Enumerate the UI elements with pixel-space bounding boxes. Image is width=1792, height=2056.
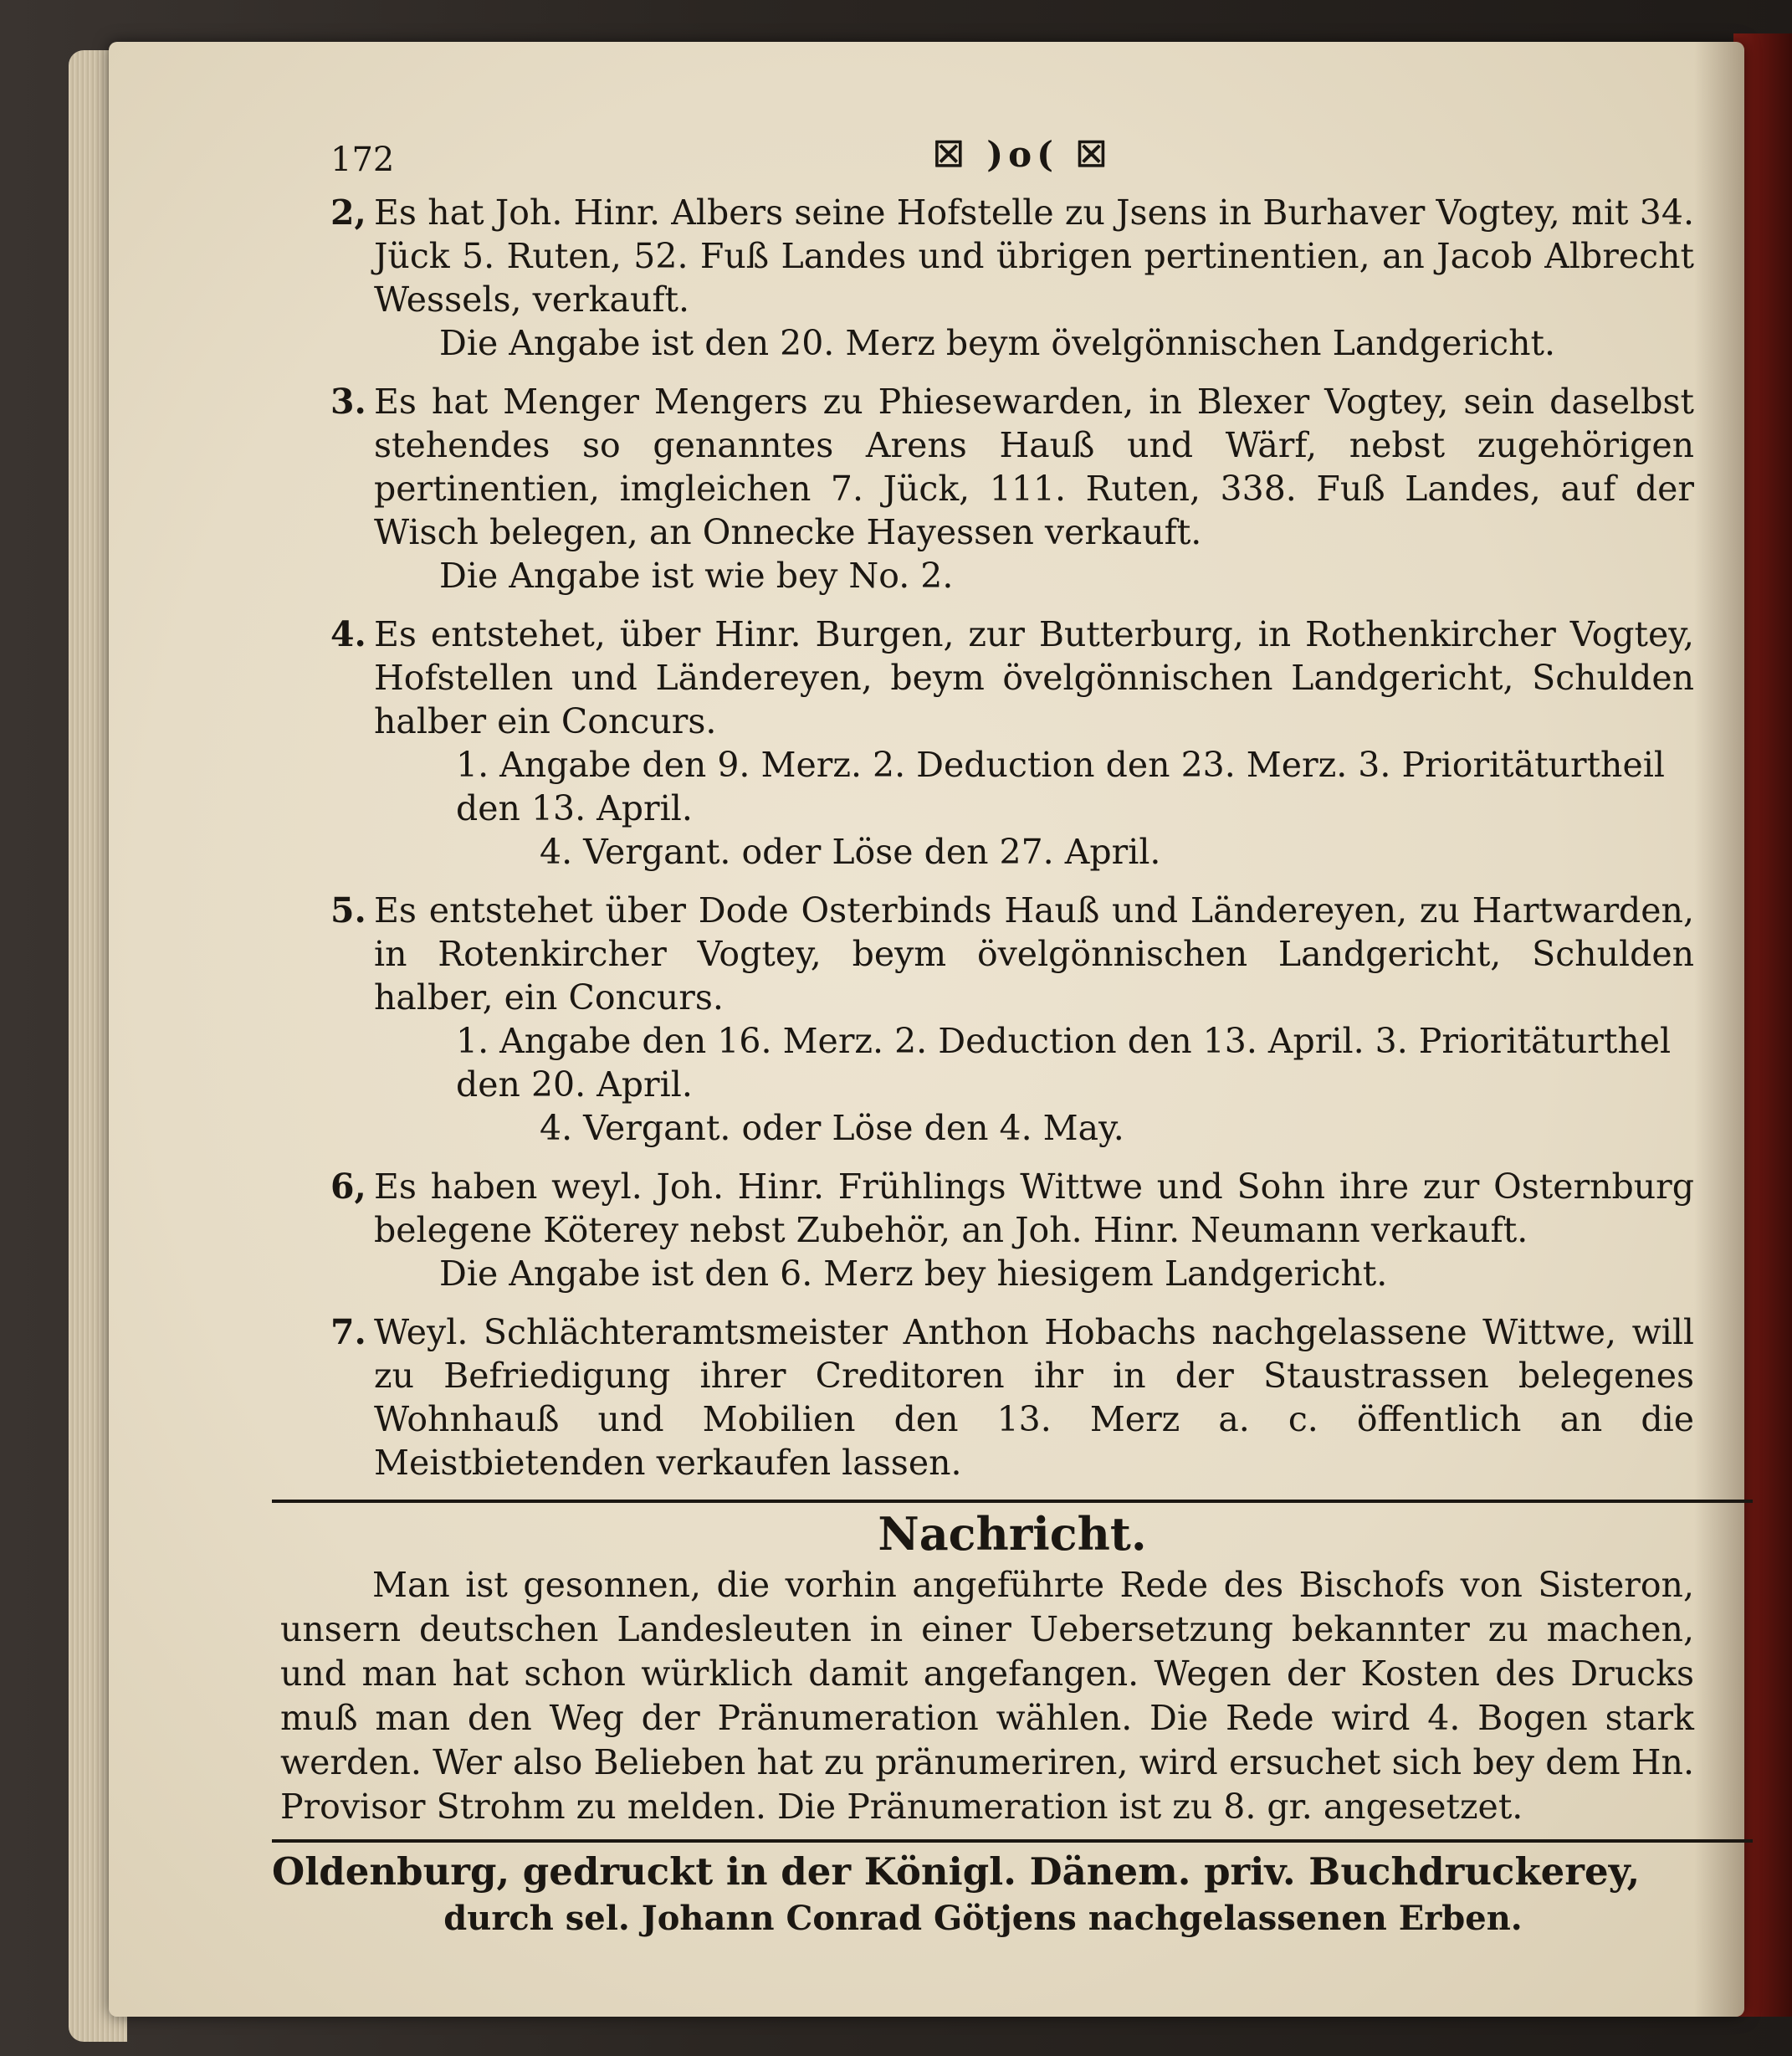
entry-note: Die Angabe ist wie bey No. 2. [439,556,954,596]
nachricht-body: Man ist gesonnen, die vorhin angeführte Rede des Bischofs von Sisteron, unsern deutschen Landesleuten in einer Uebersetzung bekannter zu machen, und man hat schon würklich damit angefangen. Wegen der Kosten des Drucks muß man den Weg der Pränumeration wählen. Die Rede wird 4. Bogen stark werden. Wer also Belieben hat zu pränumeriren, wird ersuchet sich bey dem Hn. Provisor Strohm zu melden. Die Pränumeration ist zu 8. gr. angesetzet. [280,1565,1694,1827]
entry-schedule: 4. Vergant. oder Löse den 4. May. [540,1108,1124,1148]
page-content [272,134,1694,1941]
entry-schedule: 1. Angabe den 9. Merz. 2. Deduction den 23. Merz. 3. Prioritäturtheil den 13. April. [456,745,1665,828]
page-number: 172 [330,141,395,179]
entry-number: 5. [330,890,366,931]
page-gutter-shadow [1694,42,1744,2017]
entry-note: Die Angabe ist den 20. Merz beym övelgönnischen Landgericht. [439,323,1556,363]
entry-text: Es hat Joh. Hinr. Albers seine Hofstelle zu Jsens in Burhaver Vogtey, mit 34. Jück 5. Ruten, 52. Fuß Landes und übrigen pertinentien, an Jacob Albrecht Wessels, verkauft. [374,192,1694,320]
entry-note: Die Angabe ist den 6. Merz bey hiesigem Landgericht. [439,1254,1388,1294]
entry-5 [330,889,1694,1150]
entry-7 [330,1310,1694,1484]
entry-schedule: 4. Vergant. oder Löse den 27. April. [540,832,1161,872]
entry-text: Es hat Menger Mengers zu Phiesewarden, in Blexer Vogtey, sein daselbst stehendes so genanntes Arens Hauß und Wärf, nebst zugehörigen pertinentien, imgleichen 7. Jück, 111. Ruten, 338. Fuß Landes, auf der Wisch belegen, an Onnecke Hayessen verkauft. [374,382,1694,552]
entry-2 [330,191,1694,365]
entry-text: Es entstehet über Dode Osterbinds Hauß und Ländereyen, zu Hartwarden, in Rotenkircher Vogtey, beym övelgönnischen Landgericht, Schulden halber, ein Concurs. [374,890,1694,1018]
entry-number: 7. [330,1312,366,1352]
entry-text: Es entstehet, über Hinr. Burgen, zur Butterburg, in Rothenkircher Vogtey, Hofstellen und Ländereyen, beym övelgönnischen Landgericht, Schulden halber ein Concurs. [374,614,1694,741]
entry-text: Weyl. Schlächteramtsmeister Anthon Hobachs nachgelassene Wittwe, will zu Befriedigung ihrer Creditoren ihr in der Staustrassen belegenes Wohnhauß und Mobilien den 13. Merz a. c. öffentlich an die Meistbietenden verkaufen lassen. [374,1312,1694,1483]
nachricht-heading: Nachricht. [878,1507,1147,1561]
entry-3 [330,380,1694,597]
imprint-line: Oldenburg, gedruckt in der Königl. Dänem. priv. Buchdruckerey, [272,1849,1641,1894]
section-divider [272,1500,1753,1503]
entry-6 [330,1165,1694,1295]
entry-4 [330,613,1694,874]
entry-number: 4. [330,614,366,654]
entry-number: 3. [330,382,366,422]
entry-number: 6, [330,1166,366,1207]
imprint-line: durch sel. Johann Conrad Götjens nachgelassenen Erben. [443,1899,1523,1938]
entry-schedule: 1. Angabe den 16. Merz. 2. Deduction den 13. April. 3. Prioritäturthel den 20. April. [456,1021,1672,1105]
entry-text: Es haben weyl. Joh. Hinr. Frühlings Wittwe und Sohn ihre zur Osternburg belegene Köterey nebst Zubehör, an Joh. Hinr. Neumann verkauft. [374,1166,1694,1250]
page-header [330,134,1694,191]
section-divider [272,1839,1753,1843]
imprint [272,1848,1694,1941]
header-ornament: ☒ )o( ☒ [933,134,1113,175]
entry-number: 2, [330,192,366,233]
